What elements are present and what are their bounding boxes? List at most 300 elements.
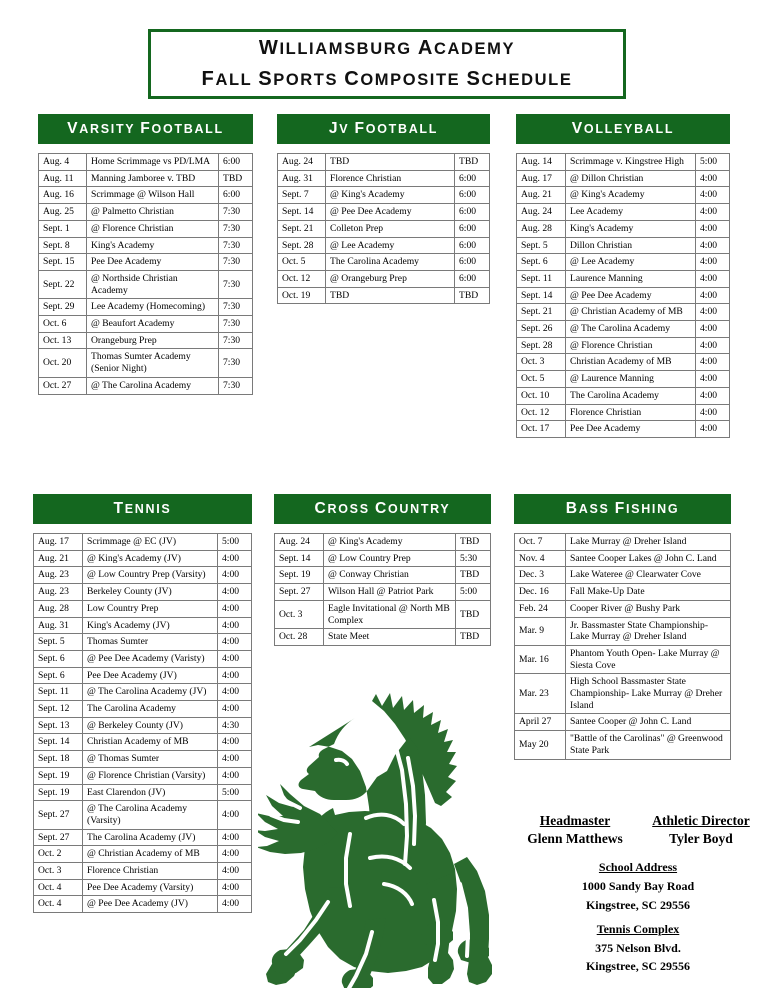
cell-date: Aug. 4	[39, 154, 87, 171]
cell-date: Aug. 17	[34, 534, 83, 551]
table-row	[34, 863, 252, 880]
cell-time: 4:00	[696, 404, 730, 421]
table-row	[517, 371, 730, 388]
cell-time: 5:00	[456, 584, 491, 601]
cell-opponent: Santee Cooper Lakes @ John C. Land	[566, 550, 731, 567]
schedule-table-jv-football	[277, 153, 490, 304]
cell-date: Sept. 14	[517, 287, 566, 304]
table-row	[517, 404, 730, 421]
cell-time: 4:00	[696, 204, 730, 221]
cell-time: 4:00	[218, 667, 252, 684]
cell-opponent: Eagle Invitational @ North MB Complex	[324, 600, 456, 628]
page-title-line-1: WILLIAMSBURG ACADEMY	[258, 36, 516, 59]
cell-date: Sept. 14	[278, 204, 326, 221]
athletic-director-name: Tyler Boyd	[669, 831, 733, 847]
cell-time: 4:00	[218, 863, 252, 880]
cell-time: 4:00	[696, 354, 730, 371]
cell-date: Feb. 24	[515, 600, 566, 617]
cell-time: 6:00	[455, 204, 490, 221]
cell-opponent: @ Florence Christian	[87, 220, 219, 237]
cell-date: Sept. 8	[39, 237, 87, 254]
cell-opponent: Phantom Youth Open- Lake Murray @ Siesta Cove	[566, 645, 731, 673]
schedule-table-tennis	[33, 533, 252, 913]
athletic-director-block	[638, 812, 764, 848]
table-row	[34, 584, 252, 601]
cell-date: Aug. 17	[517, 170, 566, 187]
cell-date: Sept. 5	[517, 237, 566, 254]
cell-opponent: Florence Christian	[566, 404, 696, 421]
cell-time: TBD	[455, 287, 490, 304]
cell-date: Aug. 23	[34, 567, 83, 584]
table-row	[515, 714, 731, 731]
cell-opponent: @ Pee Dee Academy	[566, 287, 696, 304]
cell-opponent: The Carolina Academy	[566, 387, 696, 404]
cell-time: 4:00	[696, 421, 730, 438]
table-row	[517, 321, 730, 338]
cell-opponent: @ King's Academy	[324, 534, 456, 551]
cell-opponent: Pee Dee Academy (JV)	[83, 667, 218, 684]
cell-opponent: TBD	[326, 154, 455, 171]
table-row	[34, 767, 252, 784]
cell-time: 4:00	[218, 734, 252, 751]
cell-time: 4:00	[696, 187, 730, 204]
table-row	[278, 220, 490, 237]
table-row	[39, 332, 253, 349]
cell-date: Aug. 24	[517, 204, 566, 221]
cell-date: Aug. 24	[278, 154, 326, 171]
cell-opponent: Thomas Sumter	[83, 634, 218, 651]
cell-date: Nov. 4	[515, 550, 566, 567]
cell-opponent: Thomas Sumter Academy (Senior Night)	[87, 349, 219, 377]
cell-time: 6:00	[219, 187, 253, 204]
cell-time: 4:00	[218, 617, 252, 634]
table-row	[34, 734, 252, 751]
cell-opponent: @ The Carolina Academy (JV)	[83, 684, 218, 701]
table-row	[275, 584, 491, 601]
cell-opponent: @ Laurence Manning	[566, 371, 696, 388]
cell-date: Aug. 16	[39, 187, 87, 204]
table-row	[39, 170, 253, 187]
cell-date: Oct. 6	[39, 316, 87, 333]
cell-time: 4:00	[218, 684, 252, 701]
cell-opponent: @ Thomas Sumter	[83, 751, 218, 768]
table-row	[275, 600, 491, 628]
cell-time: 4:00	[696, 304, 730, 321]
cell-opponent: Florence Christian	[326, 170, 455, 187]
table-row	[517, 354, 730, 371]
cell-date: Sept. 12	[34, 701, 83, 718]
page-title-banner	[148, 29, 626, 99]
table-row	[517, 421, 730, 438]
table-row	[278, 170, 490, 187]
sport-block-bass-fishing	[514, 494, 731, 760]
table-row	[39, 299, 253, 316]
cell-date: Oct. 12	[517, 404, 566, 421]
cell-opponent: State Meet	[324, 629, 456, 646]
sport-header-varsity-football: VARSITY FOOTBALL	[38, 114, 253, 144]
table-row	[39, 316, 253, 333]
cell-opponent: Manning Jamboree v. TBD	[87, 170, 219, 187]
table-row	[515, 617, 731, 645]
table-row	[34, 846, 252, 863]
table-row	[34, 550, 252, 567]
school-address-line-2: Kingstree, SC 29556	[585, 897, 691, 912]
table-row	[517, 187, 730, 204]
headmaster-name: Glenn Matthews	[527, 831, 623, 847]
table-row	[34, 600, 252, 617]
cell-opponent: @ King's Academy (JV)	[83, 550, 218, 567]
sport-header-bass-fishing: BASS FISHING	[514, 494, 731, 524]
cell-time: 7:30	[219, 237, 253, 254]
cell-time: 4:00	[218, 650, 252, 667]
cell-date: Oct. 4	[34, 896, 83, 913]
cell-opponent: Pee Dee Academy	[566, 421, 696, 438]
tennis-complex-title: Tennis Complex	[596, 922, 680, 937]
cell-time: 4:00	[218, 829, 252, 846]
schedule-table-bass-fishing	[514, 533, 731, 760]
table-row	[39, 254, 253, 271]
cell-opponent: The Carolina Academy (JV)	[83, 829, 218, 846]
cell-date: Oct. 3	[517, 354, 566, 371]
cell-opponent: Lake Murray @ Dreher Island	[566, 534, 731, 551]
cell-time: 4:00	[218, 801, 252, 829]
cell-date: Aug. 31	[34, 617, 83, 634]
cell-time: 7:30	[219, 316, 253, 333]
cell-date: Mar. 16	[515, 645, 566, 673]
cell-opponent: @ Pee Dee Academy (JV)	[83, 896, 218, 913]
sport-block-varsity-football	[38, 114, 253, 395]
cell-time: 7:30	[219, 204, 253, 221]
cell-date: Dec. 3	[515, 567, 566, 584]
table-row	[517, 387, 730, 404]
cell-opponent: Lee Academy (Homecoming)	[87, 299, 219, 316]
cell-date: Sept. 21	[278, 220, 326, 237]
table-row	[34, 717, 252, 734]
cell-opponent: @ Pee Dee Academy	[326, 204, 455, 221]
cell-opponent: Low Country Prep	[83, 600, 218, 617]
table-row	[34, 751, 252, 768]
cell-time: 7:30	[219, 349, 253, 377]
cell-time: 4:00	[696, 287, 730, 304]
cell-date: Oct. 20	[39, 349, 87, 377]
cell-date: Sept. 14	[34, 734, 83, 751]
cell-time: 5:00	[218, 784, 252, 801]
table-row	[275, 550, 491, 567]
cell-date: Oct. 5	[278, 254, 326, 271]
cell-time: 6:00	[219, 154, 253, 171]
sport-block-tennis	[33, 494, 252, 913]
cell-date: Oct. 27	[39, 377, 87, 394]
cell-date: Sept. 15	[39, 254, 87, 271]
table-row	[275, 534, 491, 551]
cell-time: 4:00	[696, 237, 730, 254]
cell-time: 4:00	[218, 701, 252, 718]
cell-time: TBD	[456, 629, 491, 646]
cell-date: Aug. 25	[39, 204, 87, 221]
cell-opponent: Pee Dee Academy (Varsity)	[83, 879, 218, 896]
table-row	[34, 784, 252, 801]
cell-time: TBD	[456, 600, 491, 628]
cell-date: Sept. 6	[34, 650, 83, 667]
table-row	[34, 534, 252, 551]
table-row	[515, 550, 731, 567]
stallion-mascot-icon	[258, 688, 500, 988]
cell-date: Sept. 13	[34, 717, 83, 734]
cell-opponent: Fall Make-Up Date	[566, 584, 731, 601]
cell-opponent: @ Orangeburg Prep	[326, 270, 455, 287]
cell-date: Mar. 23	[515, 674, 566, 714]
table-row	[34, 650, 252, 667]
table-row	[34, 879, 252, 896]
cell-opponent: Berkeley County (JV)	[83, 584, 218, 601]
table-row	[278, 237, 490, 254]
cell-date: Sept. 5	[34, 634, 83, 651]
cell-date: Sept. 19	[34, 767, 83, 784]
cell-date: Sept. 6	[517, 254, 566, 271]
cell-opponent: @ Low Country Prep	[324, 550, 456, 567]
table-row	[515, 567, 731, 584]
cell-date: Sept. 28	[278, 237, 326, 254]
cell-date: Mar. 9	[515, 617, 566, 645]
cell-time: 4:00	[218, 584, 252, 601]
cell-date: Sept. 11	[517, 270, 566, 287]
cell-date: Sept. 18	[34, 751, 83, 768]
cell-opponent: Christian Academy of MB	[566, 354, 696, 371]
sport-header-volleyball: VOLLEYBALL	[516, 114, 730, 144]
cell-date: Aug. 14	[517, 154, 566, 171]
cell-date: Aug. 21	[517, 187, 566, 204]
table-row	[278, 270, 490, 287]
cell-time: 5:30	[456, 550, 491, 567]
athletic-director-title: Athletic Director	[652, 813, 750, 828]
cell-date: Sept. 27	[34, 801, 83, 829]
cell-opponent: @ Pee Dee Academy (Varisty)	[83, 650, 218, 667]
cell-opponent: Scrimmage v. Kingstree High	[566, 154, 696, 171]
table-row	[39, 349, 253, 377]
cell-date: Oct. 19	[278, 287, 326, 304]
cell-date: Sept. 26	[517, 321, 566, 338]
cell-date: Oct. 12	[278, 270, 326, 287]
table-row	[515, 600, 731, 617]
table-row	[515, 584, 731, 601]
cell-opponent: @ King's Academy	[326, 187, 455, 204]
cell-time: 4:30	[218, 717, 252, 734]
cell-opponent: TBD	[326, 287, 455, 304]
table-row	[39, 204, 253, 221]
cell-opponent: @ Berkeley County (JV)	[83, 717, 218, 734]
cell-date: Sept. 22	[39, 270, 87, 298]
table-row	[278, 187, 490, 204]
cell-date: Aug. 28	[34, 600, 83, 617]
cell-opponent: @ The Carolina Academy (Varsity)	[83, 801, 218, 829]
table-row	[275, 629, 491, 646]
cell-date: Sept. 19	[275, 567, 324, 584]
cell-opponent: Florence Christian	[83, 863, 218, 880]
cell-date: Sept. 7	[278, 187, 326, 204]
cell-time: 7:30	[219, 377, 253, 394]
cell-opponent: @ The Carolina Academy	[566, 321, 696, 338]
table-row	[39, 220, 253, 237]
table-row	[278, 287, 490, 304]
cell-date: Aug. 21	[34, 550, 83, 567]
table-row	[278, 204, 490, 221]
cell-opponent: King's Academy	[566, 220, 696, 237]
cell-opponent: Lee Academy	[566, 204, 696, 221]
tennis-complex-line-1: 375 Nelson Blvd.	[595, 940, 681, 955]
table-row	[517, 204, 730, 221]
cell-date: Oct. 10	[517, 387, 566, 404]
table-row	[34, 684, 252, 701]
cell-opponent: Scrimmage @ EC (JV)	[83, 534, 218, 551]
cell-time: 7:30	[219, 270, 253, 298]
cell-opponent: @ Florence Christian (Varsity)	[83, 767, 218, 784]
cell-opponent: King's Academy	[87, 237, 219, 254]
table-row	[34, 896, 252, 913]
staff-row	[512, 812, 764, 848]
table-row	[34, 701, 252, 718]
cell-date: Aug. 31	[278, 170, 326, 187]
cell-time: 4:00	[696, 254, 730, 271]
cell-opponent: @ Christian Academy of MB	[566, 304, 696, 321]
cell-time: 4:00	[696, 371, 730, 388]
cell-date: Oct. 28	[275, 629, 324, 646]
cell-opponent: Dillon Christian	[566, 237, 696, 254]
cell-time: 7:30	[219, 332, 253, 349]
cell-opponent: Orangeburg Prep	[87, 332, 219, 349]
sport-block-jv-football	[277, 114, 490, 304]
cell-opponent: @ Lee Academy	[566, 254, 696, 271]
cell-date: Aug. 23	[34, 584, 83, 601]
table-row	[39, 237, 253, 254]
headmaster-title: Headmaster	[539, 813, 611, 828]
sport-block-cross-country	[274, 494, 491, 646]
table-row	[517, 287, 730, 304]
cell-time: TBD	[219, 170, 253, 187]
table-row	[34, 567, 252, 584]
school-address-title: School Address	[598, 860, 678, 875]
cell-opponent: Jr. Bassmaster State Championship- Lake Murray @ Dreher Island	[566, 617, 731, 645]
table-row	[515, 731, 731, 759]
cell-opponent: Wilson Hall @ Patriot Park	[324, 584, 456, 601]
cell-time: 6:00	[455, 220, 490, 237]
cell-date: Oct. 3	[275, 600, 324, 628]
sport-block-volleyball	[516, 114, 730, 438]
cell-opponent: East Clarendon (JV)	[83, 784, 218, 801]
cell-date: Sept. 11	[34, 684, 83, 701]
cell-opponent: @ Northside Christian Academy	[87, 270, 219, 298]
cell-opponent: @ Conway Christian	[324, 567, 456, 584]
table-row	[517, 154, 730, 171]
schedule-table-cross-country	[274, 533, 491, 646]
cell-opponent: @ Palmetto Christian	[87, 204, 219, 221]
cell-opponent: Pee Dee Academy	[87, 254, 219, 271]
cell-time: 4:00	[696, 270, 730, 287]
cell-time: 6:00	[455, 254, 490, 271]
school-address-block	[512, 858, 764, 914]
cell-time: 4:00	[218, 600, 252, 617]
cell-date: Sept. 27	[34, 829, 83, 846]
cell-time: 4:00	[218, 634, 252, 651]
cell-date: Sept. 14	[275, 550, 324, 567]
table-row	[517, 220, 730, 237]
cell-time: 4:00	[218, 567, 252, 584]
cell-opponent: Cooper River @ Bushy Park	[566, 600, 731, 617]
cell-opponent: @ Low Country Prep (Varsity)	[83, 567, 218, 584]
cell-date: May 20	[515, 731, 566, 759]
cell-time: 4:00	[218, 751, 252, 768]
tennis-complex-line-2: Kingstree, SC 29556	[585, 959, 691, 974]
cell-date: Oct. 4	[34, 879, 83, 896]
cell-date: Aug. 11	[39, 170, 87, 187]
table-row	[517, 170, 730, 187]
table-row	[517, 237, 730, 254]
table-row	[34, 617, 252, 634]
cell-time: 4:00	[696, 170, 730, 187]
cell-date: Oct. 13	[39, 332, 87, 349]
cell-date: Oct. 17	[517, 421, 566, 438]
cell-time: TBD	[456, 567, 491, 584]
cell-date: Oct. 2	[34, 846, 83, 863]
cell-time: TBD	[455, 154, 490, 171]
cell-opponent: @ Florence Christian	[566, 337, 696, 354]
cell-date: Aug. 28	[517, 220, 566, 237]
schedule-table-volleyball	[516, 153, 730, 438]
table-row	[515, 674, 731, 714]
table-row	[515, 534, 731, 551]
cell-time: 5:00	[218, 534, 252, 551]
headmaster-block	[512, 812, 638, 848]
table-row	[517, 270, 730, 287]
cell-date: Sept. 29	[39, 299, 87, 316]
school-address-line-1: 1000 Sandy Bay Road	[581, 879, 695, 894]
cell-time: TBD	[456, 534, 491, 551]
cell-date: Oct. 7	[515, 534, 566, 551]
cell-opponent: Santee Cooper @ John C. Land	[566, 714, 731, 731]
table-row	[34, 634, 252, 651]
table-row	[517, 304, 730, 321]
footer-contact-info	[512, 812, 764, 976]
page-title-line-2: FALL SPORTS COMPOSITE SCHEDULE	[201, 67, 573, 90]
cell-time: 4:00	[696, 387, 730, 404]
table-row	[34, 829, 252, 846]
cell-opponent: @ Lee Academy	[326, 237, 455, 254]
table-row	[515, 645, 731, 673]
cell-time: 4:00	[218, 767, 252, 784]
table-row	[39, 154, 253, 171]
cell-opponent: "Battle of the Carolinas" @ Greenwood State Park	[566, 731, 731, 759]
cell-date: Sept. 19	[34, 784, 83, 801]
cell-time: 6:00	[455, 170, 490, 187]
cell-opponent: @ King's Academy	[566, 187, 696, 204]
cell-time: 4:00	[696, 337, 730, 354]
cell-opponent: Christian Academy of MB	[83, 734, 218, 751]
cell-date: Aug. 24	[275, 534, 324, 551]
table-row	[39, 270, 253, 298]
cell-date: Oct. 3	[34, 863, 83, 880]
cell-opponent: Laurence Manning	[566, 270, 696, 287]
table-row	[278, 254, 490, 271]
cell-date: Sept. 21	[517, 304, 566, 321]
sport-header-jv-football: JV FOOTBALL	[277, 114, 490, 144]
cell-time: 6:00	[455, 270, 490, 287]
cell-opponent: Lake Wateree @ Clearwater Cove	[566, 567, 731, 584]
cell-date: Sept. 6	[34, 667, 83, 684]
cell-time: 7:30	[219, 254, 253, 271]
cell-time: 4:00	[218, 879, 252, 896]
cell-time: 6:00	[455, 187, 490, 204]
cell-date: April 27	[515, 714, 566, 731]
table-row	[517, 337, 730, 354]
